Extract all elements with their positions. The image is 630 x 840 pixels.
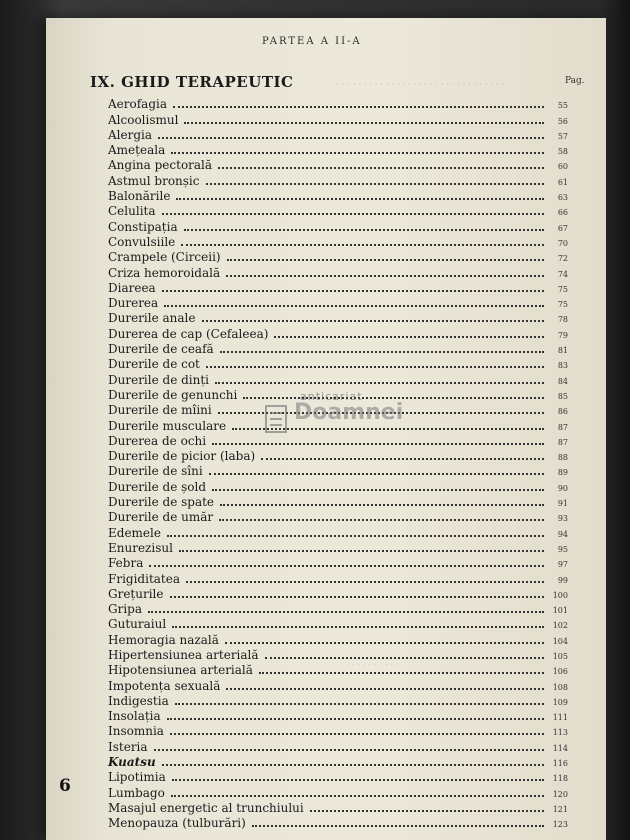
toc-entry-page: 75 bbox=[557, 300, 568, 310]
dot-leader bbox=[225, 641, 544, 644]
toc-entry-page: 114 bbox=[552, 743, 568, 753]
dot-leader bbox=[206, 365, 544, 368]
toc-entry-title: Isteria bbox=[108, 739, 148, 754]
toc-entry bbox=[108, 371, 568, 386]
dot-leader bbox=[220, 503, 544, 506]
toc-entry-title: Aerofagia bbox=[108, 97, 167, 112]
toc-entry bbox=[108, 127, 568, 142]
toc-entry-title: Durerile de ceafă bbox=[108, 342, 214, 357]
toc-entry-title: Durerile de mîini bbox=[108, 403, 212, 418]
toc-entry-title: Durerile de șold bbox=[108, 479, 207, 494]
toc-entry-page: 118 bbox=[552, 774, 568, 784]
dot-leader bbox=[212, 488, 544, 491]
page-number: 6 bbox=[59, 776, 71, 796]
toc-entry-title: Durerea de cap (Cefaleea) bbox=[108, 326, 269, 341]
toc-entry-title: Guturaiul bbox=[108, 617, 167, 632]
page-column-label: Pag. bbox=[565, 76, 585, 86]
toc-entry-title: Masajul energetic al trunchiului bbox=[108, 800, 304, 815]
toc-entry-page: 58 bbox=[557, 147, 568, 157]
toc-entry bbox=[108, 723, 568, 738]
toc-entry-title: Amețeala bbox=[108, 143, 166, 158]
toc-entry-page: 101 bbox=[552, 606, 568, 616]
toc-entry bbox=[108, 234, 568, 249]
running-head: PARTEA A II-A bbox=[262, 36, 362, 47]
toc-entry bbox=[108, 111, 568, 126]
toc-entry-title: Enurezisul bbox=[108, 540, 173, 555]
toc-entry bbox=[108, 142, 568, 157]
toc-entry bbox=[108, 249, 568, 264]
dot-leader bbox=[206, 182, 545, 185]
dot-leader bbox=[261, 457, 544, 460]
show-through-text: ··············· bbox=[426, 438, 509, 451]
toc-entry bbox=[108, 800, 568, 815]
dot-leader bbox=[171, 794, 544, 797]
dot-leader bbox=[172, 625, 544, 628]
toc-entry bbox=[108, 586, 568, 601]
dot-leader bbox=[209, 472, 544, 475]
toc-entry-title: Durerile de spate bbox=[108, 495, 215, 510]
toc-entry-title: Durerile anale bbox=[108, 311, 196, 326]
toc-entry-page: 105 bbox=[552, 651, 568, 661]
toc-entry-page: 85 bbox=[557, 391, 568, 401]
toc-entry-title: Balonările bbox=[108, 189, 171, 204]
toc-entry-page: 109 bbox=[552, 697, 568, 707]
toc-entry-page: 104 bbox=[552, 636, 568, 646]
toc-entry-title: Menopauza (tulburări) bbox=[108, 816, 246, 831]
dot-leader bbox=[252, 824, 544, 827]
toc-entry-page: 88 bbox=[557, 453, 568, 463]
dot-leader bbox=[265, 656, 544, 659]
toc-entry-title: Alergia bbox=[108, 127, 153, 142]
dot-leader bbox=[164, 304, 544, 307]
toc-entry-title: Constipația bbox=[108, 219, 178, 234]
toc-entry-page: 66 bbox=[557, 208, 568, 218]
dot-leader bbox=[274, 335, 544, 338]
toc-entry-page: 89 bbox=[557, 468, 568, 478]
dot-leader bbox=[202, 319, 545, 322]
toc-entry-page: 100 bbox=[552, 590, 568, 600]
dot-leader bbox=[171, 151, 544, 154]
toc-entry-page: 93 bbox=[557, 514, 568, 524]
toc-entry-page: 99 bbox=[557, 575, 568, 585]
toc-entry-title: Edemele bbox=[108, 525, 161, 540]
toc-entry-title: Convulsiile bbox=[108, 234, 176, 249]
toc-entry-page: 70 bbox=[557, 238, 568, 248]
toc-entry bbox=[108, 188, 568, 203]
toc-entry bbox=[108, 708, 568, 723]
show-through-text: ······························· bbox=[336, 78, 507, 91]
dot-leader bbox=[227, 258, 544, 261]
toc-entry-page: 111 bbox=[552, 713, 568, 723]
toc-entry-page: 91 bbox=[557, 499, 568, 509]
dot-leader bbox=[226, 274, 544, 277]
dot-leader bbox=[179, 549, 544, 552]
toc-entry-title: Criza hemoroidală bbox=[108, 265, 221, 280]
toc-entry-title: Lumbago bbox=[108, 785, 165, 800]
toc-entry bbox=[108, 524, 568, 539]
toc-entry bbox=[108, 631, 568, 646]
dot-leader bbox=[162, 212, 544, 215]
toc-entry-page: 84 bbox=[557, 376, 568, 386]
dot-leader bbox=[226, 687, 544, 690]
toc-entry bbox=[108, 540, 568, 555]
watermark-line2: Doamnei bbox=[294, 400, 404, 425]
toc-entry-title: Hipotensiunea arterială bbox=[108, 663, 253, 678]
toc-entry-page: 56 bbox=[557, 116, 568, 126]
toc-entry bbox=[108, 341, 568, 356]
toc-entry-page: 116 bbox=[552, 759, 568, 769]
toc-entry-title: Indigestia bbox=[108, 693, 169, 708]
toc-entry bbox=[108, 463, 568, 478]
toc-entry-title: Frigiditatea bbox=[108, 571, 180, 586]
toc-entry bbox=[108, 677, 568, 692]
toc-entry bbox=[108, 494, 568, 509]
toc-entry-title: Kuatsu bbox=[108, 755, 156, 770]
dot-leader bbox=[167, 534, 544, 537]
watermark-book-icon bbox=[264, 404, 288, 434]
dot-leader bbox=[172, 778, 544, 781]
toc-entry-title: Durerile de sîni bbox=[108, 464, 203, 479]
toc-entry bbox=[108, 218, 568, 233]
toc-entry-page: 108 bbox=[552, 682, 568, 692]
toc-entry-page: 102 bbox=[552, 621, 568, 631]
toc-entry-title: Celulita bbox=[108, 204, 156, 219]
toc-entry-title: Hemoragia nazală bbox=[108, 632, 219, 647]
toc-entry-page: 57 bbox=[557, 131, 568, 141]
dot-leader bbox=[215, 381, 544, 384]
toc-entry-title: Astmul bronșic bbox=[108, 173, 200, 188]
dot-leader bbox=[162, 289, 544, 292]
dot-leader bbox=[310, 809, 544, 812]
toc-entry-title: Diareea bbox=[108, 280, 156, 295]
table-of-contents bbox=[108, 96, 568, 830]
toc-entry-title: Durerile de picior (laba) bbox=[108, 449, 256, 464]
toc-entry bbox=[108, 325, 568, 340]
toc-entry-page: 61 bbox=[557, 177, 568, 187]
toc-entry-page: 55 bbox=[557, 101, 568, 111]
toc-entry-page: 94 bbox=[557, 529, 568, 539]
toc-entry-title: Durerile de umăr bbox=[108, 510, 214, 525]
toc-entry bbox=[108, 478, 568, 493]
toc-entry-title: Alcoolismul bbox=[108, 112, 179, 127]
dot-leader bbox=[259, 671, 544, 674]
dot-leader bbox=[181, 243, 544, 246]
toc-entry-page: 78 bbox=[557, 315, 568, 325]
dot-leader bbox=[162, 763, 544, 766]
toc-entry bbox=[108, 356, 568, 371]
toc-entry-title: Febra bbox=[108, 556, 144, 571]
toc-entry-page: 79 bbox=[557, 330, 568, 340]
toc-entry-title: Durerile de genunchi bbox=[108, 387, 238, 402]
dot-leader bbox=[186, 580, 544, 583]
dot-leader bbox=[219, 518, 544, 521]
dot-leader bbox=[148, 610, 544, 613]
section-title: IX. GHID TERAPEUTIC bbox=[90, 73, 294, 91]
toc-entry bbox=[108, 203, 568, 218]
toc-entry-page: 81 bbox=[557, 346, 568, 356]
toc-entry bbox=[108, 448, 568, 463]
toc-entry bbox=[108, 157, 568, 172]
toc-entry-page: 74 bbox=[557, 269, 568, 279]
toc-entry-page: 63 bbox=[557, 193, 568, 203]
toc-entry bbox=[108, 172, 568, 187]
dot-leader bbox=[176, 197, 544, 200]
toc-entry bbox=[108, 769, 568, 784]
toc-entry bbox=[108, 509, 568, 524]
toc-entry bbox=[108, 754, 568, 769]
dot-leader bbox=[184, 228, 544, 231]
toc-entry-title: Durerile de cot bbox=[108, 357, 200, 372]
toc-entry bbox=[108, 280, 568, 295]
toc-entry-title: Durerea de ochi bbox=[108, 433, 207, 448]
toc-entry-page: 106 bbox=[552, 667, 568, 677]
toc-entry-title: Insomnia bbox=[108, 724, 164, 739]
toc-entry bbox=[108, 784, 568, 799]
toc-entry bbox=[108, 96, 568, 111]
dot-leader bbox=[218, 166, 544, 169]
toc-entry-title: Gripa bbox=[108, 602, 142, 617]
dot-leader bbox=[154, 748, 544, 751]
dot-leader bbox=[220, 350, 544, 353]
toc-entry bbox=[108, 264, 568, 279]
toc-entry bbox=[108, 738, 568, 753]
watermark bbox=[264, 390, 414, 450]
toc-entry bbox=[108, 601, 568, 616]
toc-entry bbox=[108, 616, 568, 631]
toc-entry bbox=[108, 647, 568, 662]
toc-entry bbox=[108, 693, 568, 708]
toc-entry-page: 83 bbox=[557, 361, 568, 371]
toc-entry-page: 87 bbox=[557, 422, 568, 432]
toc-entry-page: 67 bbox=[557, 223, 568, 233]
toc-entry-page: 97 bbox=[557, 560, 568, 570]
toc-entry-page: 75 bbox=[557, 284, 568, 294]
toc-entry-page: 121 bbox=[552, 804, 568, 814]
dot-leader bbox=[170, 595, 545, 598]
toc-entry-title: Hipertensiunea arterială bbox=[108, 647, 259, 662]
dot-leader bbox=[173, 105, 544, 108]
toc-entry-page: 120 bbox=[552, 789, 568, 799]
toc-entry-page: 87 bbox=[557, 437, 568, 447]
watermark-line1: anticariat bbox=[300, 390, 363, 403]
toc-entry-title: Lipotimia bbox=[108, 770, 166, 785]
toc-entry bbox=[108, 310, 568, 325]
toc-entry-page: 123 bbox=[552, 820, 568, 830]
toc-entry-title: Insolația bbox=[108, 709, 161, 724]
dot-leader bbox=[167, 717, 544, 720]
toc-entry-page: 113 bbox=[552, 728, 568, 738]
toc-entry-page: 60 bbox=[557, 162, 568, 172]
show-through-text: ·········· bbox=[346, 658, 401, 671]
toc-entry-title: Durerile musculare bbox=[108, 418, 227, 433]
toc-entry-title: Angina pectorală bbox=[108, 158, 213, 173]
toc-entry bbox=[108, 570, 568, 585]
dot-leader bbox=[149, 564, 544, 567]
toc-entry-title: Durerile de dinți bbox=[108, 372, 210, 387]
toc-entry-page: 86 bbox=[557, 407, 568, 417]
toc-entry-page: 72 bbox=[557, 254, 568, 264]
toc-entry bbox=[108, 295, 568, 310]
toc-entry-title: Crampele (Circeii) bbox=[108, 250, 221, 265]
dot-leader bbox=[158, 136, 544, 139]
toc-entry-title: Durerea bbox=[108, 296, 159, 311]
toc-entry bbox=[108, 662, 568, 677]
dot-leader bbox=[170, 732, 544, 735]
toc-entry-title: Impotența sexuală bbox=[108, 678, 221, 693]
dot-leader bbox=[175, 702, 544, 705]
dot-leader bbox=[184, 121, 544, 124]
toc-entry bbox=[108, 815, 568, 830]
toc-entry-title: Grețurile bbox=[108, 586, 164, 601]
toc-entry-page: 95 bbox=[557, 544, 568, 554]
toc-entry-page: 90 bbox=[557, 483, 568, 493]
toc-entry bbox=[108, 555, 568, 570]
